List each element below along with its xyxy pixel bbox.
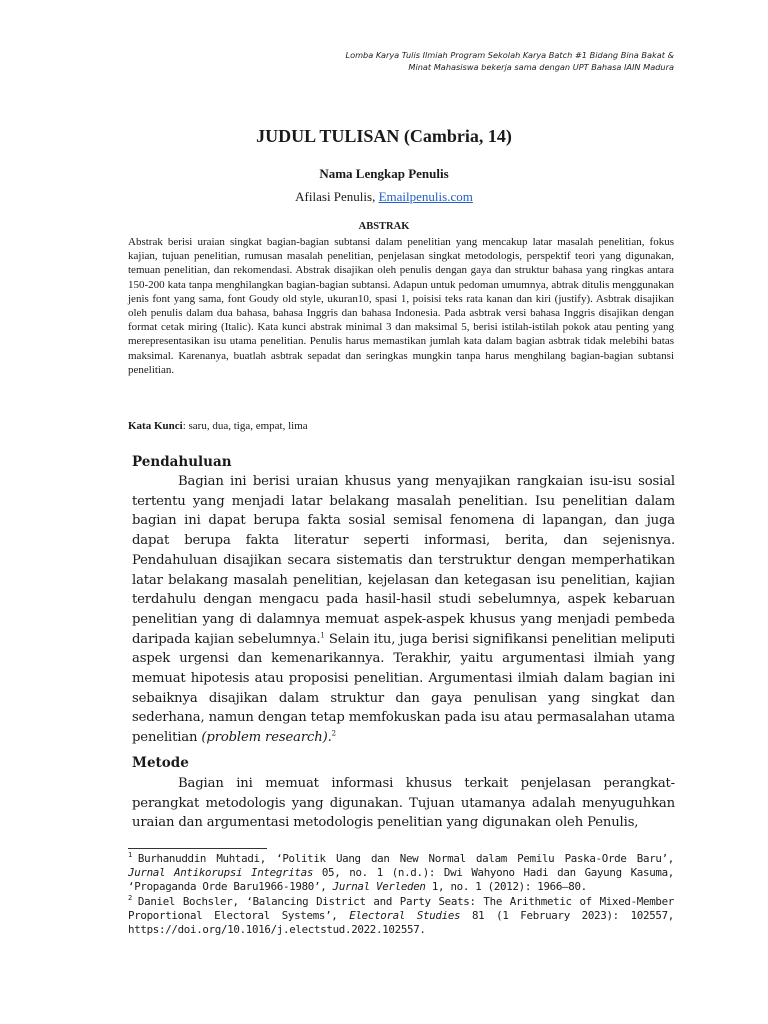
footnote-1-number: 1: [128, 851, 132, 860]
keywords-value: : saru, dua, tiga, empat, lima: [182, 420, 308, 432]
header-note: [254, 49, 674, 73]
header-line-2: Minat Mahasiswa bekerja sama dengan UPT Bahasa IAIN Madura: [408, 62, 674, 72]
footnote-1-text-c: 05, no. 1 (n.d.): Dwi Wahyono Hadi dan Gayung Kasuma, ‘Propaganda Orde Baru1966-1980’,: [128, 866, 674, 894]
footnote-1-text-e: 1, no. 1 (2012): 1966–80.: [425, 880, 587, 894]
header-line-1: Lomba Karya Tulis Ilmiah Program Sekolah Karya Batch #1 Bidang Bina Bakat &: [345, 50, 674, 60]
abstract-heading: ABSTRAK: [358, 221, 410, 232]
intro-text-2: Selain itu, juga berisi signifikansi penelitian meliputi aspek urgensi dan kemenarikannya. Terakhir, yaitu argumentasi ilmiah yang memuat hipotesis atau proposisi penelitian. Argumentasi ilmiah dalam bagian ini sebaiknya disajikan dalam struktur dan gaya penulisan yang singkat dan sederhana, namun dengan tetap memfokuskan pada isu atau permasalahan utama penelitian: [132, 631, 675, 746]
footnote-1-journal-2: Jurnal Verleden: [332, 880, 426, 894]
keywords: [128, 420, 674, 432]
author-name: Nama Lengkap Penulis: [319, 166, 449, 181]
footnote-2-number: 2: [128, 894, 132, 903]
section-body-intro: [132, 472, 675, 748]
section-body-method: [132, 774, 675, 833]
paper-title: JUDUL TULISAN (Cambria, 14): [256, 126, 512, 146]
footnote-2-journal: Electoral Studies: [349, 908, 461, 922]
intro-text-1: Bagian ini berisi uraian khusus yang menyajikan rangkaian isu-isu sosial tertentu yang menjadi latar belakang masalah penelitian. Isu penelitian dalam bagian ini dapat berupa fakta sosial semisal fenomena di lapangan, dan juga dapat berupa fakta literatur seperti informasi, berita, dan sejenisnya. Pendahuluan disajikan secara sistematis dan terstruktur dengan memperhatikan latar belakang masalah penelitian, kejelasan dan ketegasan isu penelitian, kajian terdahulu dengan mengacu pada hasil-hasil studi sebelumnya, aspek kebaruan penelitian yang di dalamnya memuat aspek-aspek khusus yang menjadi pembeda daripada kajian sebelumnya.: [132, 474, 675, 647]
email-link[interactable]: Emailpenulis.com: [378, 189, 473, 204]
footnote-1: [128, 852, 674, 895]
footnote-separator: [128, 848, 267, 849]
section-heading-method: Metode: [132, 755, 189, 771]
footnote-2-text-c: 81 (1 February 2023): 102557, https://doi.org/10.1016/j.electstud.2022.102557.: [128, 908, 674, 937]
author-affiliation: [0, 189, 768, 205]
footnote-1-journal: Jurnal Antikorupsi Integritas: [128, 866, 314, 880]
affiliation-text: Afilasi Penulis,: [295, 189, 379, 204]
keywords-label: Kata Kunci: [128, 420, 183, 432]
footnote-2: [128, 895, 674, 938]
abstract-body: Abstrak berisi uraian singkat bagian-bagian subtansi dalam penelitian yang mencakup latar masalah penelitian, fokus kajian, tujuan penelitian, rumusan masalah penelitian, penjelasan singkat metodologis, perspektif teori yang digunakan, temuan penelitian, dan rekomendasi. Abstrak disajikan oleh penulis dengan gaya dan struktur bahasa yang ringkas antara 150-200 kata tanpa menghilangkan bagian-bagian subtansi. Adapun untuk pedoman umumnya, abtrak ditulis menggunakan jenis font yang sama, font Goudy old style, ukuran10, spasi 1, poisisi teks rata kanan dan kiri (justify). Asbtrak disajikan oleh penulis dalam dua bahasa, bahasa Inggris dan bahasa Indonesia. Pada asbtrak versi bahasa Inggris disajikan dengan format cetak miring (Italic). Kata kunci abstrak minimal 3 dan maksimal 5, berisi istilah-istilah pokok atau penting yang merepresentasikan isu utama penelitian. Penulis harus memastikan jumlah kata dalam bagian asbtrak tidak melebihi batas maksimal. Karenanya, buatlah asbtrak sepadat dan seringkas mungkin tanpa harus menghilang bagian-bagian subtansi penelitian.: [128, 236, 674, 376]
intro-text-3: .: [327, 730, 332, 746]
footnote-ref-2[interactable]: 2: [331, 729, 336, 738]
footnote-ref-1[interactable]: 1: [320, 631, 325, 640]
footnotes: [128, 852, 674, 937]
footnote-2-text-a: Daniel Bochsler, ‘Balancing District and Party Seats: The Arithmetic of Mixed-Member Proportional Electoral Systems’,: [128, 894, 674, 922]
method-text: Bagian ini memuat informasi khusus terkait penjelasan perangkat-perangkat metodologis yang digunakan. Tujuan utamanya adalah menyuguhkan uraian dan argumentasi metodologis penelitian yang digunakan oleh Penulis,: [132, 776, 675, 831]
intro-italic: (problem research): [201, 730, 328, 746]
section-heading-intro: Pendahuluan: [132, 454, 232, 470]
footnote-1-text-a: Burhanuddin Muhtadi, ‘Politik Uang dan New Normal dalam Pemilu Paska-Orde Baru’,: [137, 852, 674, 865]
